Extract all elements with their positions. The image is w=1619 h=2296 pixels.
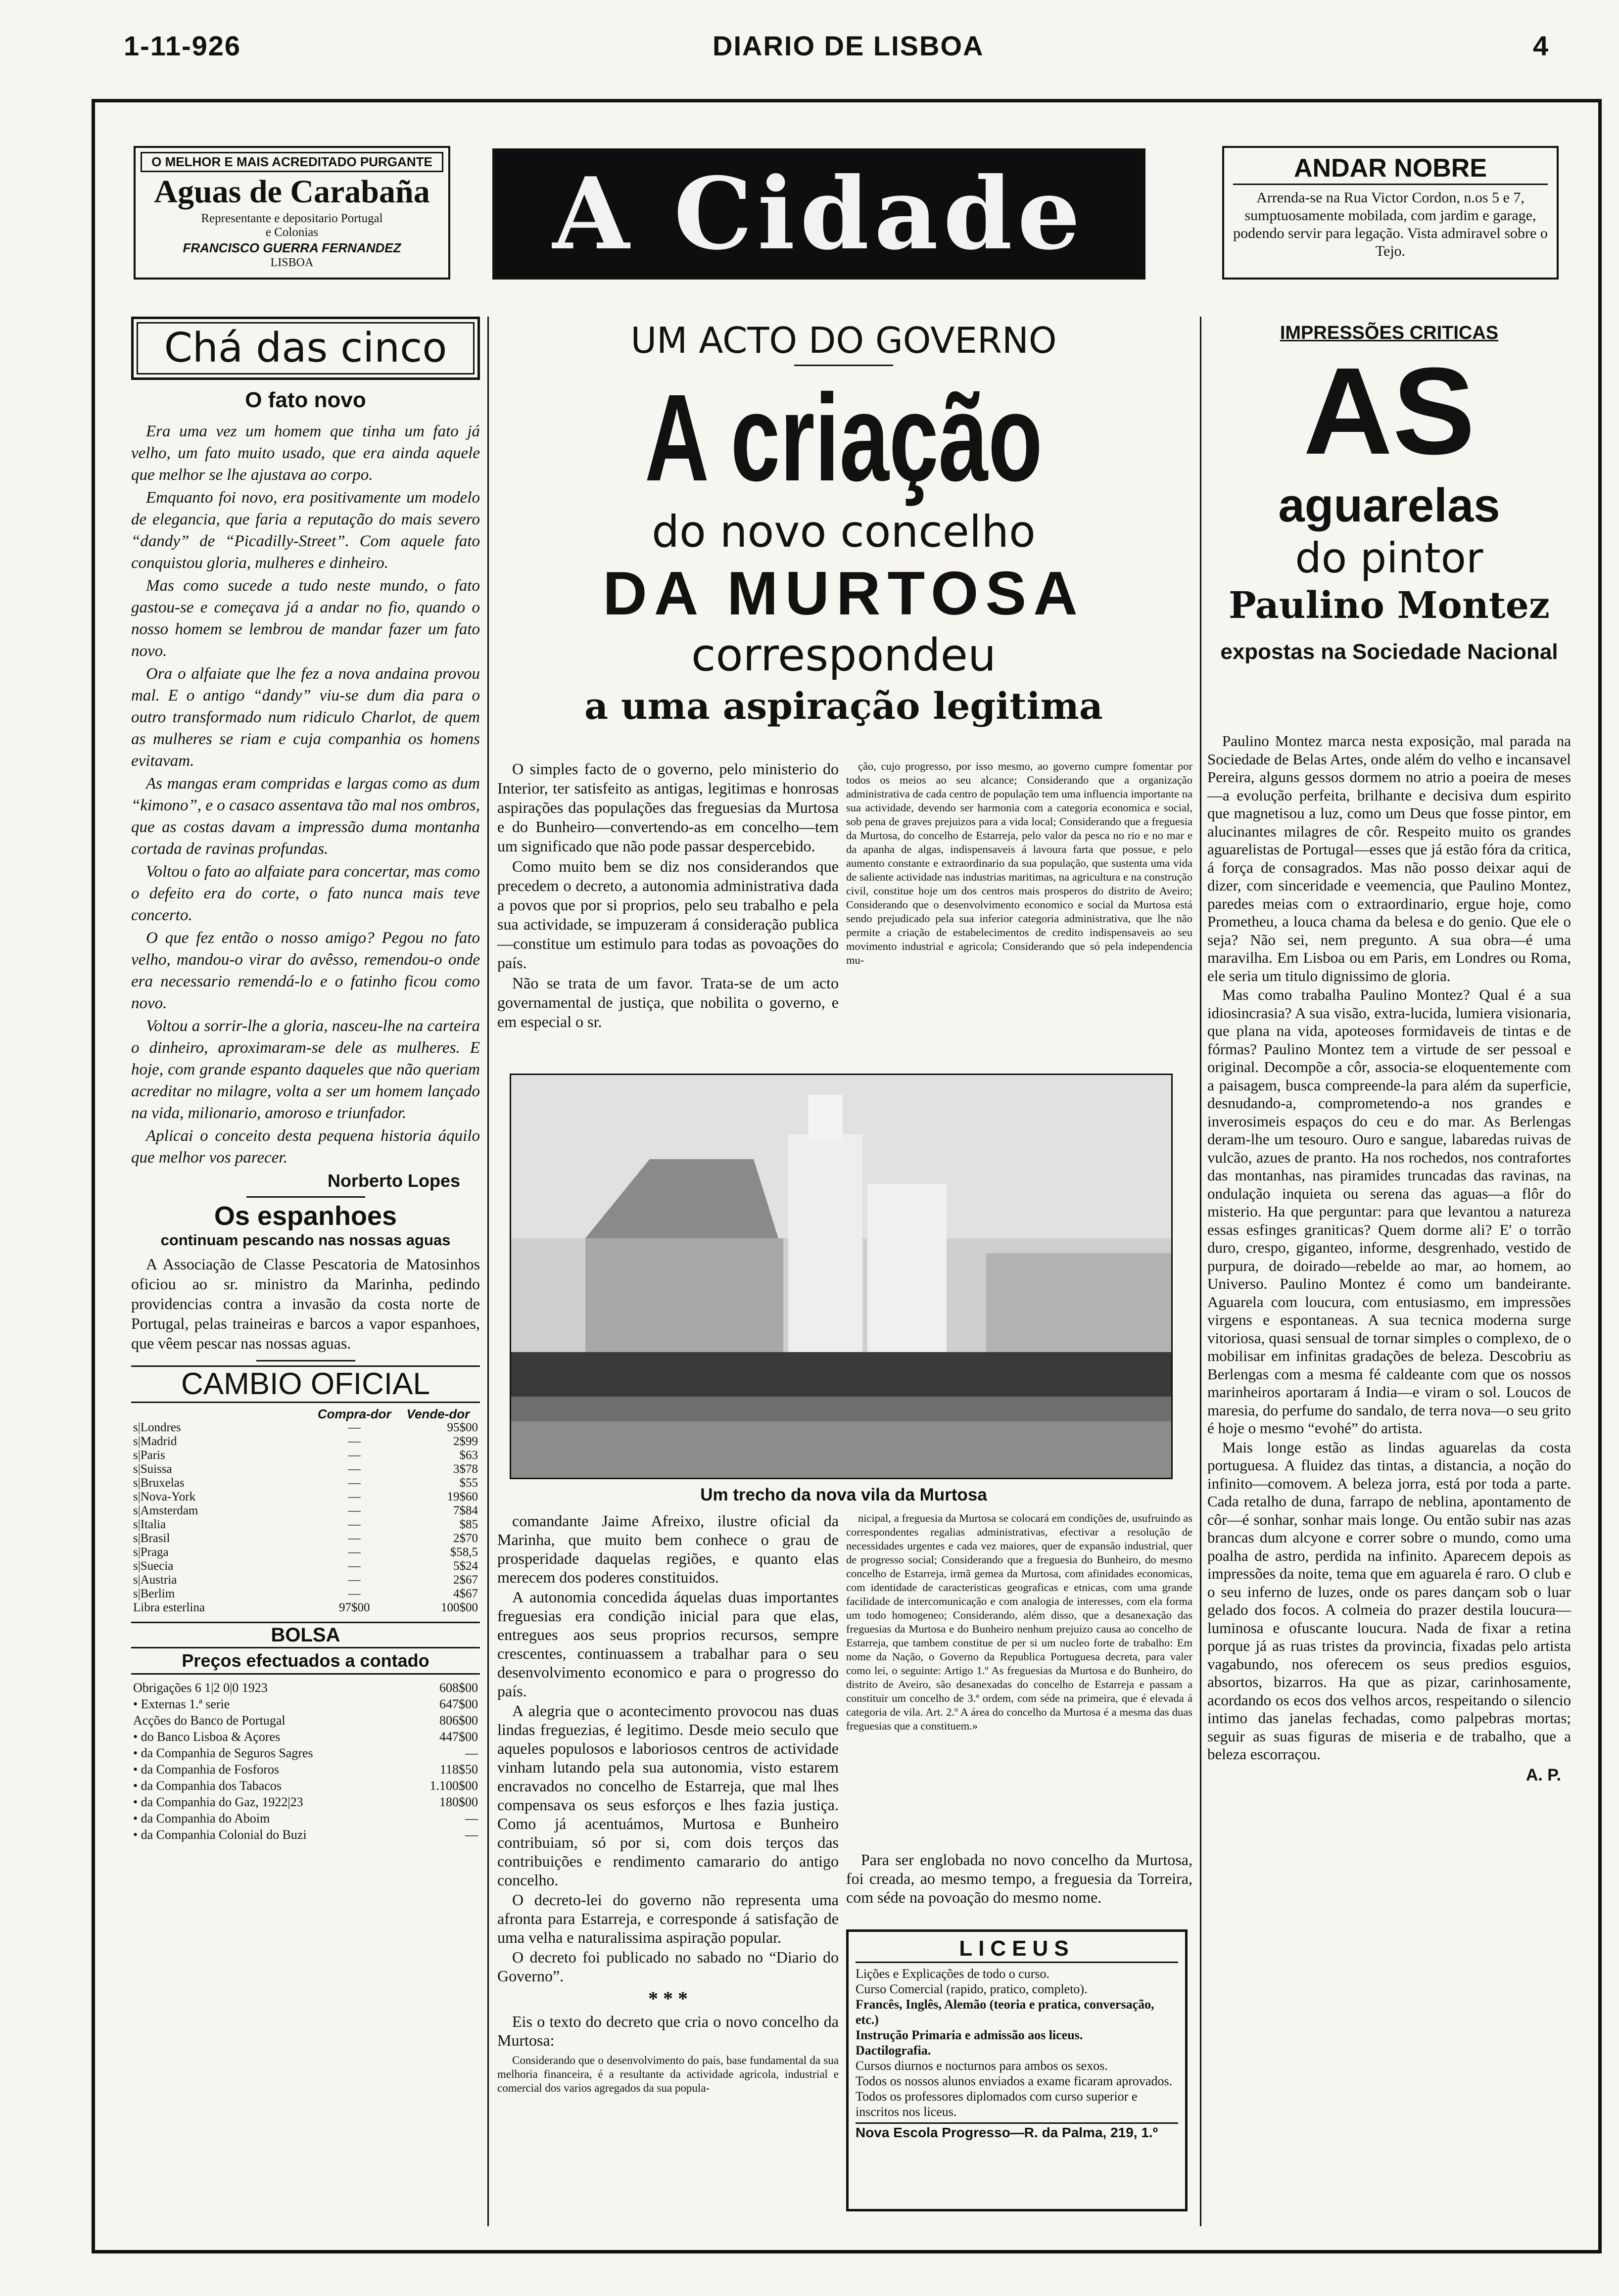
cambio-cell-place: s|Londres [133,1421,181,1434]
article-paragraph: A autonomia concedida áquelas duas importantes freguesias era condição inicial para que elas, entregues aos seus proprios recursos, sempre crescentes, continuassem a trabalhar para o seu desenvolvimento economico e para o progresso do país. [497,1588,839,1700]
section-title-cha-das-cinco: Chá das cinco [137,322,475,375]
cambio-cell-vende: $85 [459,1518,478,1531]
decree-start: Considerando que o desenvolvimento do país, base fundamental da sua melhoria financeira, é a resultante da actividade agricola, industrial e comercial dos varios agregados da sua popula- [497,2054,839,2094]
bolsa-cell-value: 608$00 [439,1681,478,1695]
ad-carabana [134,146,450,280]
cha-das-cinco-box [131,317,480,380]
ad-andar-nobre-text: Arrenda-se na Rua Victor Cordon, n.os 5 e 7, sumptuosamente mobilada, com jardim e garage, podendo servir para legação. Vista admiravel sobre o Tejo. [1233,189,1548,259]
cambio-row [131,1518,480,1532]
story-paragraph: O que fez então o nosso amigo? Pegou no fato velho, mandou-o virar do avêsso, remendou-o onde era necessario remendá-lo e o fatinho ficou como novo. [131,929,480,1012]
stars-separator: * * * [648,1987,688,2010]
cambio-cell-place: s|Paris [133,1449,165,1462]
cambio-cell-vende: 4$67 [453,1587,478,1600]
bolsa-cell-label: • da Companhia Colonial do Buzi [133,1827,307,1842]
story-paragraph: Emquanto foi novo, era positivamente um modelo de elegancia, que faria a reputação do mais severo “dandy” de “Picadilly-Street”. Com aquele fato conquistou gloria, mulheres e dinheiro. [131,489,480,572]
cambio-cell-place: s|Madrid [133,1435,177,1448]
cambio-cell-compra: — [348,1546,361,1559]
cambio-row [131,1449,480,1462]
bolsa-subtitle: Preços efectuados a contado [131,1648,480,1675]
espanhoes-body [131,1254,480,1353]
article-paragraph: comandante Jaime Afreixo, ilustre oficial da Marinha, que muito bem conhece o grau de prosperidade daquelas regiões, e quanto elas merecem dos poderes constituidos. [497,1512,839,1586]
cambio-cell-place: s|Amsterdam [133,1504,198,1517]
cambio-cell-compra: — [348,1476,361,1490]
bolsa-cell-value: 447$00 [439,1730,478,1744]
story-paragraph: Mas como sucede a tudo neste mundo, o fato gastou-se e começava já a andar no fio, quando o nosso homem se lembrou de mandar fazer um fato novo. [131,577,480,660]
cambio-title: CAMBIO OFICIAL [131,1365,480,1403]
cambio-cell-compra: 97$00 [338,1601,370,1614]
ad-liceus-line: Todos os professores diplomados com curso superior e inscritos nos liceus. [856,2089,1138,2119]
murtosa-article-col3 [497,1511,839,2096]
murtosa-decree-col4 [846,1511,1192,1733]
cambio-table [131,1407,480,1615]
headline-main: A criação [645,369,1043,507]
article-paragraph: Paulino Montez marca nesta exposição, mal parada na Sociedade de Belas Artes, onde além do velho e incansavel Pereira, alguns gessos dormem no atrio a poeira de meses—a evolução perfeita, brilhante e decisiva dum espirito que magnetisou a luz, como um Deus que fosse pintor, em alucinantes milagres de côr. Respeito muito os grandes aguarelistas de Portugal—esses que já estão fóra da critica, á força de consagrados. Mas não posso deixar aqui de dizer, com sinceridade e veemencia, que Paulino Montez, paredes meias com o extraordinario, ergue hoje, como Prometheu, a louca chama da belesa e do genio. Que ele o seja? Não sei, nem pregunto. A sua obra—é uma maravilha. Em Lisboa ou em Paris, em Londres ou Roma, ele seria um titulo dignissimo de gloria. [1207,732,1571,984]
article-paragraph: A alegria que o acontecimento provocou nas duas lindas freguezias, é legitimo. Desde meio seculo que aqueles populosos e laboriosos centros de actividade vinham lutando pela sua autonomia, visto estarem encravados no concelho de Estarreja, que mal lhes compensava os seus esforços e lhes fazia justiça. Como já acentuámos, Murtosa e Bunheiro contribuiam, só por si, com dois terços das contribuições e rendimento camarario do antigo concelho. [497,1702,839,1889]
cambio-cell-vende: 5$24 [453,1559,478,1573]
cambio-row [131,1573,480,1587]
cambio-cell-place: s|Berlim [133,1587,175,1600]
cambio-cell-place: s|Suissa [133,1462,172,1476]
divider [256,1360,355,1361]
cambio-header-vende: Vende-dor [406,1406,470,1421]
cambio-cell-place: s|Brasil [133,1532,170,1545]
aguarelas-article [1207,732,1571,1785]
cambio-cell-place: s|Italia [133,1518,166,1531]
left-column [131,317,480,1843]
photo-caption: Um trecho da nova vila da Murtosa [700,1485,987,1504]
bolsa-cell-label: • da Companhia do Gaz, 1922|23 [133,1795,303,1809]
torreira-note [846,1850,1192,1908]
ad-liceus-line: Cursos diurnos e nocturnos para ambos os sexos. [856,2059,1108,2073]
ad-carabana-brand: Aguas de Carabaña [154,174,430,210]
bolsa-row [131,1810,480,1827]
bolsa-row [131,1827,480,1843]
bolsa-cell-label: • Externas 1.ª serie [133,1697,230,1711]
cambio-cell-vende: $63 [459,1449,478,1462]
bolsa-cell-label: • da Companhia dos Tabacos [133,1779,282,1793]
murtosa-decree-col2 [846,759,1192,967]
bolsa-row [131,1712,480,1729]
cambio-cell-compra: — [348,1573,361,1587]
article-paragraph: O decreto-lei do governo não representa uma afronta para Estarreja, e corresponde á satisfação de uma velha e naturalissima aspiração popular. [497,1891,839,1946]
story-author: Norberto Lopes [327,1171,460,1191]
espanhoes-title: Os espanhoes [214,1201,397,1231]
cambio-header-compra: Compra-dor [317,1406,391,1421]
ad-carabana-city: LISBOA [270,256,314,269]
cambio-cell-place: s|Nova-York [133,1490,196,1503]
headline-line-5: a uma aspiração legitima [584,685,1103,728]
ad-liceus-body [856,1966,1178,2119]
cambio-cell-compra: — [348,1449,361,1462]
column-rule-1 [487,317,489,2226]
bolsa-cell-value: 1.100$00 [429,1779,478,1793]
cambio-row [131,1559,480,1573]
cambio-row [131,1587,480,1601]
divider [794,365,893,366]
cambio-cell-place: s|Austria [133,1573,177,1587]
ad-liceus-line: Instrução Primaria e admissão aos liceus. [856,2028,1083,2042]
page-date: 1-11-926 [124,30,241,61]
ad-liceus-footer: Nova Escola Progresso—R. da Palma, 219, 1.º [856,2122,1178,2142]
ad-andar-nobre-title: ANDAR NOBRE [1233,153,1548,185]
bolsa-table [131,1680,480,1843]
cambio-cell-vende: $58,5 [450,1546,478,1559]
cambio-cell-compra: — [348,1504,361,1517]
story-paragraph: Aplicai o conceito desta pequena historia áquilo que melhor vos parecer. [131,1127,480,1167]
cambio-row [131,1490,480,1504]
cambio-row [131,1476,480,1490]
article-paragraph: Mas como trabalha Paulino Montez? Qual é a sua idiosincrasia? A sua visão, extra-lucida, lumiera visionaria, que plana na vida, apoteoses formidaveis de tintas e de fórmas? Paulino Montez tem a virtude de ser pessoal e original. Decompõe a côr, associa-se eloquentemente com a paisagem, busca compreende-la para além da superficie, desnudando-a, comprometendo-a nos grandes e inverosimeis espaços do ceu e do mar. As Berlengas deram-lhe um tesouro. Ouro e sangue, labaredas ruivas de vulcão, azues de pranto. Ha nos rochedos, nos contrafortes das montanhas, nas piramides truncadas das ravinas, na ondulação inquieta ou serena das aguas—a flôr do misterio. Ha que perguntar: para que levantou a natureza essas esfinges graniticas? Quem dorme ali? E' o torrão duro, crespo, giganteo, informe, desgrenhado, vestido de purpura, de doirado—rebelde ao mar, ao homem, ao Universo. Paulino Montez é como um bandeirante. Aguarela com loucura, com entusiasmo, em impressões virgens e espontaneas. A sua tecnica moderna surge vitoriosa, quasi sensual de tornar simples o complexo, de o mobilisar em infinitas gradações de beleza. Descobriu as Berlengas com a mesma fé caldeante com que os nossos marinheiros aportaram á India—e viram o sol. Loucos de maresia, do perfume do sandalo, de terra nova—o seu grito é hoje o mesmo “evohé” do artista. [1207,986,1571,1437]
bolsa-cell-label: Obrigações 6 1|2 0|0 1923 [133,1681,268,1695]
cambio-row [131,1546,480,1559]
right-headline-main: AS [1303,342,1476,480]
bolsa-cell-value: 647$00 [439,1697,478,1711]
bolsa-row [131,1745,480,1761]
page-number: 4 [1533,30,1550,61]
bolsa-row [131,1761,480,1778]
section-banner-a-cidade: A Cidade [492,148,1145,280]
article-paragraph: Como muito bem se diz nos considerandos que precedem o decreto, a autonomia administrativa dada a povos que por si proprios, pelo seu trabalho e pela sua actividade, se impuzeram á consideração publica—constitue um estimulo para todas as povoações do país. [497,857,839,972]
bolsa-cell-label: • da Companhia do Aboim [133,1811,270,1826]
cambio-cell-vende: 3$78 [453,1462,478,1476]
ad-liceus-line: Lições e Explicações de todo o curso. [856,1967,1050,1981]
cambio-cell-vende: $55 [459,1476,478,1490]
right-kicker: IMPRESSÕES CRITICAS [1280,323,1499,343]
right-headline-line-2: aguarelas [1278,479,1500,532]
headline-line-2: do novo concelho [652,506,1036,557]
article-paragraph: Não se trata de um favor. Trata-se de um acto governamental de justiça, que nobilita o governo, e em especial o sr. [497,974,839,1031]
cambio-cell-vende: 2$99 [453,1435,478,1448]
story-paragraph: Era uma vez um homem que tinha um fato já velho, um fato muito usado, que era ainda aquele que melhor se lhe ajustava ao corpo. [131,422,480,484]
cambio-cell-vende: 100$00 [441,1601,478,1614]
ad-liceus-line: Curso Comercial (rapido, pratico, completo). [856,1982,1088,1996]
ad-liceus-title: LICEUS [856,1936,1178,1963]
cambio-cell-place: s|Suecia [133,1559,174,1573]
bolsa-cell-label: • da Companhia de Seguros Sagres [133,1746,313,1760]
cambio-cell-compra: — [348,1421,361,1434]
cambio-row [131,1462,480,1476]
story-paragraph: Voltou o fato ao alfaiate para concertar, mas como o defeito era do corte, o fato nunca mais teve concerto. [131,863,480,924]
ad-liceus [846,1929,1188,2211]
cambio-row [131,1504,480,1518]
photo-murtosa [510,1074,1173,1479]
ad-liceus-line: Dactilografia. [856,2043,931,2058]
column-rule-2 [1200,317,1201,2226]
cambio-cell-compra: — [348,1587,361,1600]
article-paragraph: Mais longe estão as lindas aguarelas da costa portuguesa. A fluidez das tintas, a distancia, a noção do infinito—comovem. A beleza jorra, está por toda a parte. Cada retalho de duna, farrapo de neblina, apontamento de côr—é sonhar, sonhar mais longe. Ou então subir nas azas brancas dum alcyone e correr sobre o mundo, como uma poalha de astro, perdida na infinito. Aparecem depois as impressões da noite, tema que em aguarela é raro. O club e o seu inferno de luzes, onde os pares dançam sob o luar gelado dos focos. A colmeia do prazer destila loucura—luminosa e ofuscante loucura. Nada de fixar a retina porque já as ruas tristes da provincia, fixadas pelo artista vagabundo, nos oferecem os seus predios esguios, absortos, bizarros. Ha que as pizar, carinhosamente, acordando os ecos dos velhos arcos, respeitando o silencio intimo das janelas fechadas, como palpebras mortas; seguir as suas figuras de miseria e de trabalho, que a beleza escorraçou. [1207,1438,1571,1763]
cambio-cell-vende: 19$60 [447,1490,478,1503]
cambio-cell-vende: 7$84 [453,1504,478,1517]
cambio-row [131,1421,480,1435]
ad-carabana-agent: FRANCISCO GUERRA FERNANDEZ [183,240,401,255]
cambio-row [131,1435,480,1449]
article-paragraph: O simples facto de o governo, pelo ministerio do Interior, ter satisfeito as antigas, legitimas e honrosas aspirações das populações das freguesias da Murtosa e do Bunheiro—convertendo-as em concelho—tem um significado que não pode passar despercebido. [497,760,839,855]
main-headline-block [495,319,1192,730]
bolsa-cell-value: — [465,1746,478,1760]
bolsa-title: BOLSA [131,1622,480,1648]
ad-carabana-tagline: O MELHOR E MAIS ACREDITADO PURGANTE [141,152,443,172]
bolsa-row [131,1696,480,1712]
headline-line-3: DA MURTOSA [603,560,1085,628]
ad-liceus-line: Francês, Inglês, Alemão (teoria e pratica, conversação, etc.) [856,1997,1154,2027]
bolsa-row [131,1729,480,1745]
article-paragraph: Eis o texto do decreto que cria o novo concelho da Murtosa: [497,2013,839,2049]
divider [246,1196,365,1198]
bolsa-cell-label: • do Banco Lisboa & Açores [133,1730,281,1744]
bolsa-row [131,1778,480,1794]
cambio-cell-vende: 2$67 [453,1573,478,1587]
bolsa-cell-label: Acções do Banco de Portugal [133,1713,286,1728]
ad-carabana-colonias: e Colonias [265,226,319,239]
article-paragraph: O decreto foi publicado no sabado no “Diario do Governo”. [497,1948,839,1985]
cambio-row [131,1601,480,1615]
headline-kicker: UM ACTO DO GOVERNO [630,320,1057,361]
cambio-cell-compra: — [348,1435,361,1448]
cambio-cell-place: s|Bruxelas [133,1476,185,1490]
bolsa-cell-label: • da Companhia de Fosforos [133,1762,280,1777]
cambio-cell-place: s|Praga [133,1546,169,1559]
right-headline-block [1207,322,1571,666]
story-paragraph: Voltou a sorrir-lhe a gloria, nasceu-lhe na carteira o dinheiro, aproximaram-se dele as mulheres. E hoje, com grande espanto daqueles que não queriam acreditar no milagre, volta a ser um homem lançado na vida, milionario, amoroso e triunfador. [131,1017,480,1122]
story-fato-novo-body [131,421,480,1169]
decree-text: nicipal, a freguesia da Murtosa se colocará em condições de, usufruindo as correspondentes regalias administrativas, efectivar a resolução de necessidades urgentes e cada vez maiores, quer de expansão industrial, quer de progresso social; Considerando que a freguesia do Bunheiro, do mesmo concelho de Estarreja, irmã gemea da Murtosa, com afinidades economicas, com identidade de caracteristicas geograficas e etnicas, com uma grande facilidade de intercomunicação e com analogia de interesses, com ela forma um todo homogeneo; Considerando, além disso, que a desanexação das freguesias da Murtosa e do Bunheiro nenhum prejuizo causa ao concelho de Estarreja, que tambem constitue de per si um nucleo forte de trabalho: Em nome da Nação, o Governo da Republica Portuguesa decreta, para valer como lei, o seguinte: Artigo 1.º As freguesias da Murtosa e do Bunheiro, do distrito de Aveiro, são desanexadas do concelho de Estarreja e passam a constituir um concelho de 3.ª ordem, com séde na primeira, que é elevada á categoria de vila. Art. 2.º A área do concelho da Murtosa é a mesma das duas freguesias que a constituem.» [846,1512,1192,1732]
story-paragraph: As mangas eram compridas e largas como as dum “kimono”, e o casaco assentava tão mal nos ombros, que as costas davam a impressão duma montanha cortada de ravinas profundas. [131,775,480,858]
bolsa-row [131,1680,480,1696]
cambio-cell-compra: — [348,1559,361,1573]
bolsa-row [131,1794,480,1810]
newspaper-name: DIARIO DE LISBOA [713,30,984,61]
bolsa-cell-value: 806$00 [439,1713,478,1728]
ad-andar-nobre [1222,146,1559,280]
espanhoes-subtitle: continuam pescando nas nossas aguas [160,1231,451,1249]
cambio-cell-vende: 95$00 [447,1421,478,1434]
cambio-cell-compra: — [348,1518,361,1531]
bolsa-cell-value: 180$00 [439,1795,478,1809]
espanhoes-paragraph: A Associação de Classe Pescatoria de Matosinhos oficiou ao sr. ministro da Marinha, pedindo providencias contra a invasão da costa norte de Portugal, pelas traineiras e barcos a vapor espanhoes, que vêem pescar nas nossas aguas. [131,1255,480,1352]
bolsa-cell-value: — [465,1827,478,1842]
cambio-cell-compra: — [348,1532,361,1545]
story-paragraph: Ora o alfaiate que lhe fez a nova andaina provou mal. E o antigo “dandy” viu-se dum dia para o outro transformado num ridiculo Charlot, de quem as mulheres se riam e cuja companhia os homens evitavam. [131,665,480,770]
ad-liceus-line: Todos os nossos alunos enviados a exame ficaram aprovados. [856,2074,1173,2088]
bolsa-cell-value: — [465,1811,478,1826]
headline-line-4: correspondeu [691,629,997,681]
cambio-cell-compra: — [348,1462,361,1476]
right-headline-line-5: expostas na Sociedade Nacional [1220,640,1558,664]
right-headline-line-4: Paulino Montez [1229,584,1550,627]
photo-illustration [511,1075,1173,1479]
article-paragraph: Para ser englobada no novo concelho da Murtosa, foi creada, ao mesmo tempo, a freguesia da Torreira, com séde na povoação do mesmo nome. [846,1851,1192,1906]
article-signature: A. P. [1525,1765,1561,1784]
ad-carabana-rep: Representante e depositario Portugal [201,212,383,225]
story-title-fato-novo: O fato novo [245,388,366,412]
murtosa-article-col1 [497,759,839,1032]
bolsa-cell-value: 118$50 [439,1762,478,1777]
cambio-row [131,1532,480,1546]
cambio-cell-compra: — [348,1490,361,1503]
decree-text: ção, cujo progresso, por isso mesmo, ao governo cumpre fomentar por todos os meios ao seu alcance; Considerando que a organização administrativa de cada centro de população tem uma influencia importante na sua actividade, devendo ser harmonia com a categoria economica e social, sob pena de graves prejuizos para a vida local; Considerando que a freguesia da Murtosa, do concelho de Estarreja, pelo valor da pesca no rio e no mar e da apanha de algas, indispensaveis á lavoura farta que possue, e pelo aumento constante e extraordinario da sua população, que sustenta uma vida de saliente actividade nas industrias maritimas, na agricultura e na construção civil, constitue hoje um dos centros mais prosperos do distrito de Aveiro; Considerando que o desenvolvimento economico e social da Murtosa está sendo prejudicado pela sua inferior categoria administrativa, que lhe não permite a criação de estabelecimentos de credito indispensaveis ao seu movimento industrial e agricola; Considerando que só pela independencia mu- [846,760,1192,966]
cambio-cell-place: Libra esterlina [133,1601,205,1614]
cambio-cell-vende: 2$70 [453,1532,478,1545]
right-headline-line-3: do pintor [1295,534,1483,582]
